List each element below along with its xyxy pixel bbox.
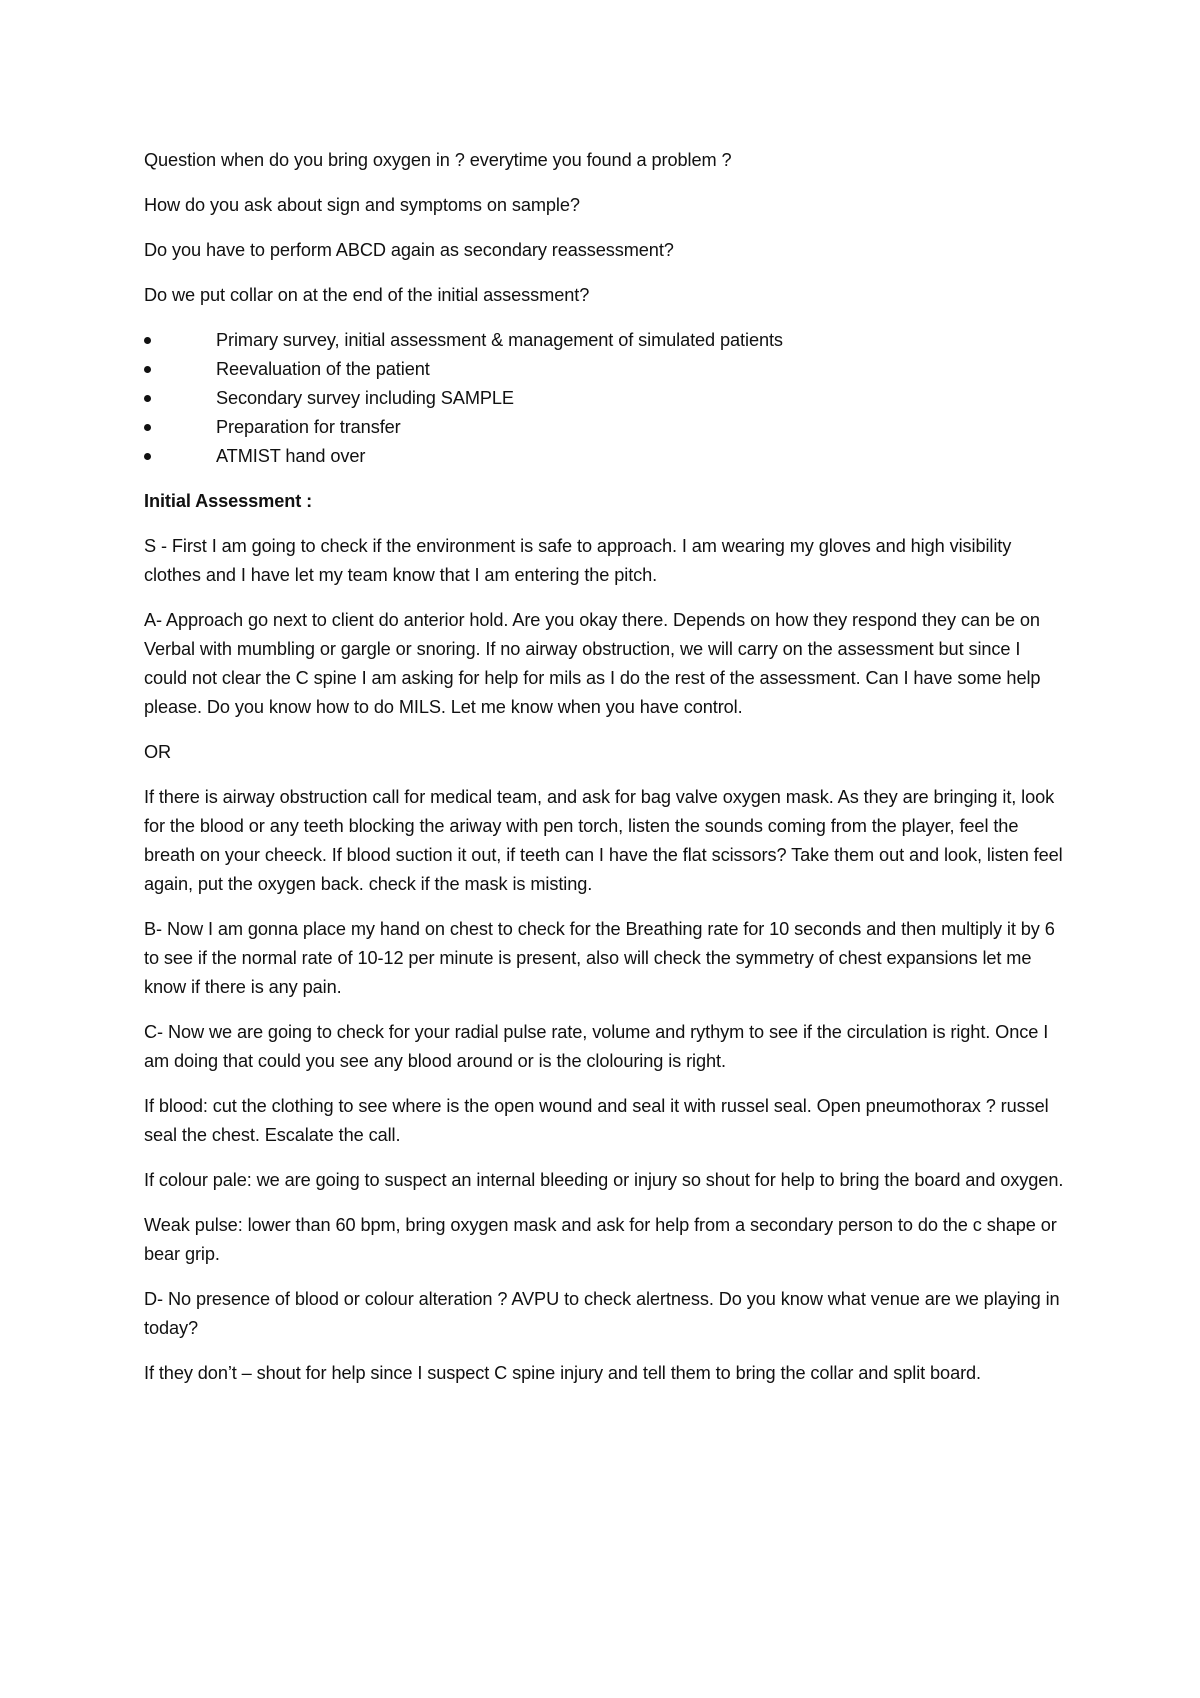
list-item (144, 413, 1064, 442)
paragraph-airway-obstruction: If there is airway obstruction call for medical team, and ask for bag valve oxygen mask. As they are bringing it, look for the blood or any teeth blocking the ariway with pen torch, listen the sounds coming from the player, feel the breath on your cheeck. If blood suction it out, if teeth can I have the flat scissors? Take them out and look, listen feel again, put the oxygen back. check if the mask is misting. (144, 787, 1063, 894)
list-item (144, 442, 1064, 471)
document-page (144, 146, 1064, 1404)
paragraph-safety: S - First I am going to check if the environment is safe to approach. I am wearing my gloves and high visibility clothes and I have let my team know that I am entering the pitch. (144, 536, 1012, 585)
paragraph-if-they-dont: If they don’t – shout for help since I suspect C spine injury and tell them to bring the collar and split board. (144, 1363, 982, 1383)
question-1: Question when do you bring oxygen in ? everytime you found a problem ? (144, 150, 732, 170)
bullet-icon (144, 337, 151, 344)
list-item-text: Reevaluation of the patient (216, 359, 430, 379)
list-item-text: ATMIST hand over (216, 446, 366, 466)
topic-list (144, 326, 1064, 471)
list-item-text: Secondary survey including SAMPLE (216, 388, 514, 408)
list-item (144, 384, 1064, 413)
question-3: Do you have to perform ABCD again as secondary reassessment? (144, 240, 674, 260)
question-2: How do you ask about sign and symptoms on sample? (144, 195, 580, 215)
bullet-icon (144, 424, 151, 431)
list-item (144, 355, 1064, 384)
list-item (144, 326, 1064, 355)
list-item-text: Preparation for transfer (216, 417, 401, 437)
paragraph-circulation: C- Now we are going to check for your radial pulse rate, volume and rythym to see if the circulation is right. Once I am doing that could you see any blood around or is the clolouring is right. (144, 1022, 1049, 1071)
section-heading: Initial Assessment : (144, 491, 313, 511)
bullet-icon (144, 366, 151, 373)
paragraph-airway: A- Approach go next to client do anterior hold. Are you okay there. Depends on how they respond they can be on Verbal with mumbling or gargle or snoring. If no airway obstruction, we will carry on the assessment but since I could not clear the C spine I am asking for help for mils as I do the rest of the assessment. Can I have some help please. Do you know how to do MILS. Let me know when you have control. (144, 610, 1041, 717)
question-4: Do we put collar on at the end of the initial assessment? (144, 285, 590, 305)
bullet-icon (144, 453, 151, 460)
bullet-icon (144, 395, 151, 402)
paragraph-disability: D- No presence of blood or colour alteration ? AVPU to check alertness. Do you know what venue are we playing in today? (144, 1289, 1060, 1338)
paragraph-weak-pulse: Weak pulse: lower than 60 bpm, bring oxygen mask and ask for help from a secondary person to do the c shape or bear grip. (144, 1215, 1057, 1264)
paragraph-or: OR (144, 742, 172, 762)
paragraph-if-blood: If blood: cut the clothing to see where is the open wound and seal it with russel seal. Open pneumothorax ? russel seal the chest. Escalate the call. (144, 1096, 1049, 1145)
paragraph-if-colour-pale: If colour pale: we are going to suspect an internal bleeding or injury so shout for help to bring the board and oxygen. (144, 1170, 1064, 1190)
paragraph-breathing: B- Now I am gonna place my hand on chest to check for the Breathing rate for 10 seconds and then multiply it by 6 to see if the normal rate of 10-12 per minute is present, also will check the symmetry of chest expansions let me know if there is any pain. (144, 919, 1055, 997)
list-item-text: Primary survey, initial assessment & management of simulated patients (216, 330, 783, 350)
